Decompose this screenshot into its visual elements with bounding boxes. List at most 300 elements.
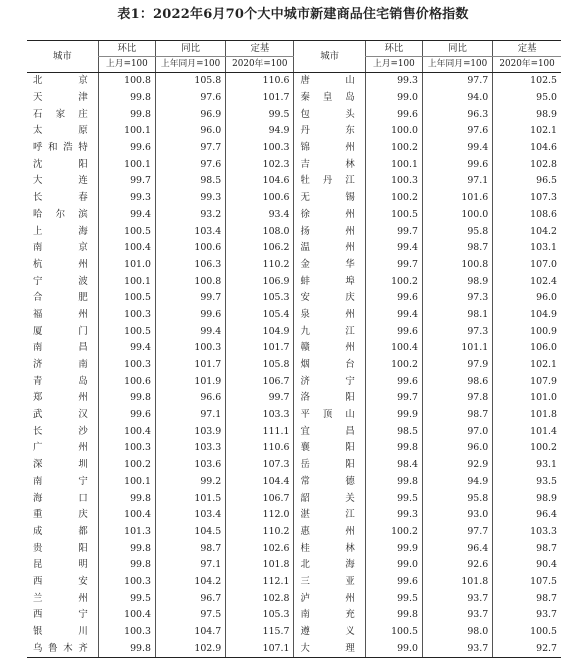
mom-left-cell: 100.2 bbox=[98, 457, 155, 474]
yoy-left-cell: 100.3 bbox=[155, 340, 225, 357]
mom-right-cell: 99.6 bbox=[365, 373, 422, 390]
base-right-cell: 93.1 bbox=[493, 457, 561, 474]
city-right-cell: 泸州 bbox=[294, 590, 365, 607]
city-right-cell: 牡丹江 bbox=[294, 173, 365, 190]
mom-left-cell: 100.5 bbox=[98, 223, 155, 240]
base-right-cell: 95.0 bbox=[493, 90, 561, 107]
mom-left-cell: 100.3 bbox=[98, 624, 155, 641]
table-title: 表1：2022年6月70个大中城市新建商品住宅销售价格指数 bbox=[117, 7, 469, 22]
yoy-right-cell: 100.0 bbox=[422, 207, 492, 224]
base-left-cell: 105.3 bbox=[226, 290, 294, 307]
table-row bbox=[27, 307, 561, 324]
city-left-cell: 呼和浩特 bbox=[33, 142, 88, 154]
yoy-right-cell: 100.8 bbox=[422, 257, 492, 274]
mom-left-cell: 99.8 bbox=[98, 540, 155, 557]
price-index-table bbox=[27, 40, 561, 658]
yoy-right-cell: 97.7 bbox=[422, 524, 492, 541]
city-header-right: 城市 bbox=[294, 41, 365, 73]
mom-right-cell: 100.0 bbox=[365, 123, 422, 140]
mom-right-cell: 99.4 bbox=[365, 240, 422, 257]
yoy-subheader-right: 上年同月=100 bbox=[422, 57, 492, 73]
city-left-cell: 南昌 bbox=[33, 342, 88, 354]
mom-right-cell: 98.5 bbox=[365, 423, 422, 440]
mom-right-cell: 99.6 bbox=[365, 290, 422, 307]
mom-right-cell: 99.8 bbox=[365, 440, 422, 457]
mom-left-cell: 99.8 bbox=[98, 106, 155, 123]
yoy-right-cell: 97.1 bbox=[422, 173, 492, 190]
yoy-right-cell: 98.1 bbox=[422, 307, 492, 324]
base-right-cell: 107.5 bbox=[493, 574, 561, 591]
base-left-cell: 100.3 bbox=[226, 140, 294, 157]
table-row bbox=[27, 474, 561, 491]
mom-right-cell: 99.3 bbox=[365, 507, 422, 524]
city-left-cell: 南京 bbox=[33, 242, 88, 254]
mom-left-cell: 99.8 bbox=[98, 90, 155, 107]
base-left-cell: 102.3 bbox=[226, 156, 294, 173]
yoy-left-cell: 96.0 bbox=[155, 123, 225, 140]
city-left-cell: 重庆 bbox=[33, 509, 88, 521]
mom-left-cell: 100.4 bbox=[98, 507, 155, 524]
base-left-cell: 101.7 bbox=[226, 90, 294, 107]
table-row bbox=[27, 273, 561, 290]
yoy-right-cell: 101.8 bbox=[422, 574, 492, 591]
city-left-cell: 上海 bbox=[33, 225, 88, 237]
table-row bbox=[27, 440, 561, 457]
mom-left-cell: 100.5 bbox=[98, 290, 155, 307]
table-row bbox=[27, 173, 561, 190]
yoy-right-cell: 96.0 bbox=[422, 440, 492, 457]
base-subheader-right: 2020年=100 bbox=[493, 57, 561, 73]
yoy-right-cell: 97.6 bbox=[422, 123, 492, 140]
yoy-right-cell: 98.7 bbox=[422, 240, 492, 257]
table-row bbox=[27, 90, 561, 107]
city-left-cell: 成都 bbox=[33, 525, 88, 537]
city-right-cell: 襄阳 bbox=[294, 440, 365, 457]
base-left-cell: 94.9 bbox=[226, 123, 294, 140]
table-header bbox=[27, 41, 561, 73]
yoy-left-cell: 104.5 bbox=[155, 524, 225, 541]
yoy-right-cell: 93.0 bbox=[422, 507, 492, 524]
city-left-cell: 宁波 bbox=[33, 275, 88, 287]
yoy-left-cell: 104.2 bbox=[155, 574, 225, 591]
yoy-left-cell: 99.4 bbox=[155, 323, 225, 340]
mom-left-cell: 99.6 bbox=[98, 140, 155, 157]
city-right-cell: 安庆 bbox=[294, 290, 365, 307]
yoy-right-cell: 95.8 bbox=[422, 223, 492, 240]
city-right-cell: 惠州 bbox=[294, 524, 365, 541]
mom-right-cell: 100.1 bbox=[365, 156, 422, 173]
base-subheader-left: 2020年=100 bbox=[226, 57, 294, 73]
mom-left-cell: 100.1 bbox=[98, 156, 155, 173]
base-header-right: 定基 bbox=[493, 41, 561, 57]
yoy-left-cell: 101.5 bbox=[155, 490, 225, 507]
city-right-cell: 桂林 bbox=[294, 540, 365, 557]
yoy-right-cell: 101.1 bbox=[422, 340, 492, 357]
yoy-left-cell: 100.6 bbox=[155, 240, 225, 257]
mom-left-cell: 100.6 bbox=[98, 373, 155, 390]
yoy-right-cell: 99.4 bbox=[422, 140, 492, 157]
base-right-cell: 102.4 bbox=[493, 273, 561, 290]
yoy-left-cell: 101.7 bbox=[155, 357, 225, 374]
mom-right-cell: 100.2 bbox=[365, 140, 422, 157]
base-right-cell: 93.5 bbox=[493, 474, 561, 491]
base-header-left: 定基 bbox=[226, 41, 294, 57]
yoy-right-cell: 98.6 bbox=[422, 373, 492, 390]
city-right-cell: 包头 bbox=[294, 106, 365, 123]
yoy-left-cell: 97.1 bbox=[155, 557, 225, 574]
city-left-cell: 哈尔滨 bbox=[33, 208, 88, 220]
yoy-right-cell: 93.7 bbox=[422, 590, 492, 607]
city-left-cell: 石家庄 bbox=[33, 108, 88, 120]
city-left-cell: 西宁 bbox=[33, 609, 88, 621]
base-right-cell: 103.1 bbox=[493, 240, 561, 257]
mom-right-cell: 99.6 bbox=[365, 323, 422, 340]
yoy-left-cell: 97.1 bbox=[155, 407, 225, 424]
city-left-cell: 郑州 bbox=[33, 392, 88, 404]
mom-right-cell: 99.5 bbox=[365, 490, 422, 507]
base-right-cell: 93.7 bbox=[493, 607, 561, 624]
base-right-cell: 100.2 bbox=[493, 440, 561, 457]
table-row bbox=[27, 373, 561, 390]
city-header-left: 城市 bbox=[27, 41, 98, 73]
city-left-cell: 北京 bbox=[33, 75, 88, 87]
yoy-right-cell: 97.0 bbox=[422, 423, 492, 440]
mom-left-cell: 99.8 bbox=[98, 490, 155, 507]
mom-right-cell: 100.2 bbox=[365, 273, 422, 290]
yoy-left-cell: 103.6 bbox=[155, 457, 225, 474]
city-right-cell: 九江 bbox=[294, 323, 365, 340]
base-right-cell: 102.8 bbox=[493, 156, 561, 173]
city-left-cell: 广州 bbox=[33, 442, 88, 454]
yoy-left-cell: 103.4 bbox=[155, 507, 225, 524]
mom-subheader-left: 上月=100 bbox=[98, 57, 155, 73]
mom-left-cell: 100.1 bbox=[98, 474, 155, 491]
city-left-cell: 南宁 bbox=[33, 475, 88, 487]
city-right-cell: 锦州 bbox=[294, 140, 365, 157]
base-right-cell: 96.4 bbox=[493, 507, 561, 524]
base-left-cell: 93.4 bbox=[226, 207, 294, 224]
city-right-cell: 韶关 bbox=[294, 490, 365, 507]
mom-left-cell: 99.3 bbox=[98, 190, 155, 207]
mom-left-cell: 101.0 bbox=[98, 257, 155, 274]
mom-right-cell: 99.7 bbox=[365, 257, 422, 274]
city-left-cell: 天津 bbox=[33, 92, 88, 104]
mom-right-cell: 99.6 bbox=[365, 574, 422, 591]
base-left-cell: 104.4 bbox=[226, 474, 294, 491]
city-right-cell: 南充 bbox=[294, 607, 365, 624]
base-right-cell: 90.4 bbox=[493, 557, 561, 574]
table-row bbox=[27, 223, 561, 240]
base-left-cell: 104.9 bbox=[226, 323, 294, 340]
city-left-cell: 西安 bbox=[33, 575, 88, 587]
base-right-cell: 103.3 bbox=[493, 524, 561, 541]
base-right-cell: 107.9 bbox=[493, 373, 561, 390]
mom-right-cell: 100.3 bbox=[365, 173, 422, 190]
base-left-cell: 101.7 bbox=[226, 340, 294, 357]
city-right-cell: 扬州 bbox=[294, 223, 365, 240]
table-row bbox=[27, 290, 561, 307]
base-left-cell: 112.0 bbox=[226, 507, 294, 524]
mom-left-cell: 100.8 bbox=[98, 73, 155, 90]
city-left-cell: 武汉 bbox=[33, 409, 88, 421]
yoy-right-cell: 101.6 bbox=[422, 190, 492, 207]
base-left-cell: 110.2 bbox=[226, 257, 294, 274]
city-left-cell: 贵阳 bbox=[33, 542, 88, 554]
table-row bbox=[27, 524, 561, 541]
base-left-cell: 106.9 bbox=[226, 273, 294, 290]
mom-right-cell: 99.8 bbox=[365, 474, 422, 491]
base-right-cell: 101.4 bbox=[493, 423, 561, 440]
mom-left-cell: 99.5 bbox=[98, 590, 155, 607]
yoy-header-left: 同比 bbox=[155, 41, 225, 57]
yoy-right-cell: 94.9 bbox=[422, 474, 492, 491]
yoy-left-cell: 99.3 bbox=[155, 190, 225, 207]
mom-header-left: 环比 bbox=[98, 41, 155, 57]
mom-left-cell: 100.1 bbox=[98, 123, 155, 140]
mom-left-cell: 99.8 bbox=[98, 390, 155, 407]
table-row bbox=[27, 640, 561, 657]
yoy-left-cell: 105.8 bbox=[155, 73, 225, 90]
yoy-right-cell: 97.3 bbox=[422, 290, 492, 307]
city-left-cell: 兰州 bbox=[33, 592, 88, 604]
base-left-cell: 100.6 bbox=[226, 190, 294, 207]
city-left-cell: 银川 bbox=[33, 626, 88, 638]
yoy-left-cell: 102.9 bbox=[155, 640, 225, 657]
base-right-cell: 101.0 bbox=[493, 390, 561, 407]
mom-left-cell: 99.6 bbox=[98, 407, 155, 424]
base-right-cell: 96.5 bbox=[493, 173, 561, 190]
yoy-right-cell: 96.4 bbox=[422, 540, 492, 557]
table-row bbox=[27, 340, 561, 357]
base-left-cell: 106.2 bbox=[226, 240, 294, 257]
mom-left-cell: 99.8 bbox=[98, 557, 155, 574]
table-row bbox=[27, 156, 561, 173]
base-right-cell: 102.5 bbox=[493, 73, 561, 90]
base-left-cell: 105.4 bbox=[226, 307, 294, 324]
table-row bbox=[27, 106, 561, 123]
base-right-cell: 98.9 bbox=[493, 490, 561, 507]
mom-right-cell: 99.9 bbox=[365, 540, 422, 557]
city-right-cell: 平顶山 bbox=[294, 407, 365, 424]
yoy-right-cell: 97.3 bbox=[422, 323, 492, 340]
city-left-cell: 厦门 bbox=[33, 325, 88, 337]
city-left-cell: 沈阳 bbox=[33, 158, 88, 170]
city-right-cell: 丹东 bbox=[294, 123, 365, 140]
city-right-cell: 宜昌 bbox=[294, 423, 365, 440]
city-right-cell: 岳阳 bbox=[294, 457, 365, 474]
base-left-cell: 115.7 bbox=[226, 624, 294, 641]
yoy-right-cell: 97.8 bbox=[422, 390, 492, 407]
mom-left-cell: 100.3 bbox=[98, 357, 155, 374]
base-right-cell: 100.5 bbox=[493, 624, 561, 641]
table-row bbox=[27, 490, 561, 507]
table-row bbox=[27, 457, 561, 474]
mom-right-cell: 99.4 bbox=[365, 307, 422, 324]
city-left-cell: 海口 bbox=[33, 492, 88, 504]
mom-right-cell: 98.4 bbox=[365, 457, 422, 474]
base-right-cell: 104.2 bbox=[493, 223, 561, 240]
base-left-cell: 111.1 bbox=[226, 423, 294, 440]
base-left-cell: 110.2 bbox=[226, 524, 294, 541]
table-row bbox=[27, 607, 561, 624]
base-left-cell: 108.0 bbox=[226, 223, 294, 240]
base-left-cell: 99.5 bbox=[226, 106, 294, 123]
yoy-right-cell: 97.7 bbox=[422, 73, 492, 90]
base-right-cell: 92.7 bbox=[493, 640, 561, 657]
base-right-cell: 100.9 bbox=[493, 323, 561, 340]
base-right-cell: 107.0 bbox=[493, 257, 561, 274]
city-right-cell: 泉州 bbox=[294, 307, 365, 324]
city-right-cell: 唐山 bbox=[294, 73, 365, 90]
table-row bbox=[27, 557, 561, 574]
yoy-right-cell: 98.9 bbox=[422, 273, 492, 290]
yoy-subheader-left: 上年同月=100 bbox=[155, 57, 225, 73]
mom-header-right: 环比 bbox=[365, 41, 422, 57]
mom-left-cell: 100.3 bbox=[98, 307, 155, 324]
city-right-cell: 遵义 bbox=[294, 624, 365, 641]
base-left-cell: 105.3 bbox=[226, 607, 294, 624]
table-row bbox=[27, 574, 561, 591]
mom-left-cell: 99.7 bbox=[98, 173, 155, 190]
mom-right-cell: 99.0 bbox=[365, 640, 422, 657]
mom-right-cell: 99.9 bbox=[365, 407, 422, 424]
base-right-cell: 106.0 bbox=[493, 340, 561, 357]
city-left-cell: 深圳 bbox=[33, 459, 88, 471]
city-right-cell: 温州 bbox=[294, 240, 365, 257]
city-right-cell: 无锡 bbox=[294, 190, 365, 207]
base-left-cell: 103.3 bbox=[226, 407, 294, 424]
mom-left-cell: 100.4 bbox=[98, 240, 155, 257]
table-row bbox=[27, 624, 561, 641]
city-right-cell: 徐州 bbox=[294, 207, 365, 224]
base-left-cell: 101.8 bbox=[226, 557, 294, 574]
base-right-cell: 98.9 bbox=[493, 106, 561, 123]
mom-left-cell: 99.4 bbox=[98, 340, 155, 357]
yoy-left-cell: 103.3 bbox=[155, 440, 225, 457]
table-row bbox=[27, 323, 561, 340]
table-row bbox=[27, 423, 561, 440]
table-body bbox=[27, 73, 561, 658]
base-left-cell: 104.6 bbox=[226, 173, 294, 190]
mom-right-cell: 99.5 bbox=[365, 590, 422, 607]
base-right-cell: 101.8 bbox=[493, 407, 561, 424]
yoy-right-cell: 98.0 bbox=[422, 624, 492, 641]
base-right-cell: 98.7 bbox=[493, 540, 561, 557]
yoy-right-cell: 97.9 bbox=[422, 357, 492, 374]
yoy-left-cell: 101.9 bbox=[155, 373, 225, 390]
base-left-cell: 110.6 bbox=[226, 73, 294, 90]
table-row bbox=[27, 540, 561, 557]
mom-left-cell: 100.3 bbox=[98, 440, 155, 457]
table-row bbox=[27, 123, 561, 140]
mom-left-cell: 100.4 bbox=[98, 423, 155, 440]
mom-right-cell: 100.2 bbox=[365, 357, 422, 374]
mom-right-cell: 100.4 bbox=[365, 340, 422, 357]
mom-right-cell: 99.3 bbox=[365, 73, 422, 90]
city-right-cell: 洛阳 bbox=[294, 390, 365, 407]
yoy-right-cell: 92.9 bbox=[422, 457, 492, 474]
city-left-cell: 乌鲁木齐 bbox=[27, 640, 98, 657]
table-row bbox=[27, 207, 561, 224]
mom-right-cell: 99.7 bbox=[365, 390, 422, 407]
mom-left-cell: 100.3 bbox=[98, 574, 155, 591]
base-right-cell: 102.1 bbox=[493, 357, 561, 374]
yoy-right-cell: 94.0 bbox=[422, 90, 492, 107]
base-left-cell: 105.8 bbox=[226, 357, 294, 374]
base-right-cell: 104.6 bbox=[493, 140, 561, 157]
base-right-cell: 96.0 bbox=[493, 290, 561, 307]
mom-right-cell: 99.7 bbox=[365, 223, 422, 240]
base-right-cell: 104.9 bbox=[493, 307, 561, 324]
yoy-left-cell: 99.2 bbox=[155, 474, 225, 491]
city-right-cell: 大理 bbox=[294, 640, 365, 657]
yoy-right-cell: 93.7 bbox=[422, 640, 492, 657]
table-row bbox=[27, 190, 561, 207]
mom-right-cell: 100.5 bbox=[365, 207, 422, 224]
mom-right-cell: 99.0 bbox=[365, 90, 422, 107]
mom-right-cell: 100.5 bbox=[365, 624, 422, 641]
yoy-left-cell: 96.7 bbox=[155, 590, 225, 607]
yoy-left-cell: 96.6 bbox=[155, 390, 225, 407]
base-left-cell: 106.7 bbox=[226, 373, 294, 390]
yoy-left-cell: 93.2 bbox=[155, 207, 225, 224]
mom-left-cell: 100.4 bbox=[98, 607, 155, 624]
city-right-cell: 济宁 bbox=[294, 373, 365, 390]
yoy-right-cell: 98.7 bbox=[422, 407, 492, 424]
yoy-left-cell: 99.7 bbox=[155, 290, 225, 307]
city-right-cell: 金华 bbox=[294, 257, 365, 274]
base-left-cell: 99.7 bbox=[226, 390, 294, 407]
city-left-cell: 杭州 bbox=[33, 258, 88, 270]
city-right-cell: 湛江 bbox=[294, 507, 365, 524]
city-right-cell: 烟台 bbox=[294, 357, 365, 374]
city-left-cell: 长沙 bbox=[33, 425, 88, 437]
mom-left-cell: 99.8 bbox=[98, 640, 155, 657]
base-left-cell: 106.7 bbox=[226, 490, 294, 507]
table-row bbox=[27, 257, 561, 274]
mom-right-cell: 100.2 bbox=[365, 190, 422, 207]
yoy-left-cell: 106.3 bbox=[155, 257, 225, 274]
table-row bbox=[27, 357, 561, 374]
city-right-cell: 三亚 bbox=[294, 574, 365, 591]
mom-right-cell: 99.8 bbox=[365, 607, 422, 624]
city-left-cell: 大连 bbox=[33, 175, 88, 187]
table-row bbox=[27, 390, 561, 407]
yoy-left-cell: 99.6 bbox=[155, 307, 225, 324]
base-right-cell: 102.1 bbox=[493, 123, 561, 140]
yoy-left-cell: 97.7 bbox=[155, 140, 225, 157]
base-right-cell: 98.7 bbox=[493, 590, 561, 607]
mom-right-cell: 100.2 bbox=[365, 524, 422, 541]
mom-left-cell: 99.4 bbox=[98, 207, 155, 224]
mom-subheader-right: 上月=100 bbox=[365, 57, 422, 73]
yoy-left-cell: 104.7 bbox=[155, 624, 225, 641]
city-left-cell: 济南 bbox=[33, 359, 88, 371]
table-row bbox=[27, 590, 561, 607]
mom-left-cell: 100.5 bbox=[98, 323, 155, 340]
city-left-cell: 青岛 bbox=[33, 375, 88, 387]
yoy-left-cell: 97.5 bbox=[155, 607, 225, 624]
mom-right-cell: 99.6 bbox=[365, 106, 422, 123]
city-right-cell: 赣州 bbox=[294, 340, 365, 357]
city-right-cell: 常德 bbox=[294, 474, 365, 491]
base-left-cell: 107.1 bbox=[226, 640, 294, 657]
yoy-right-cell: 93.7 bbox=[422, 607, 492, 624]
base-right-cell: 108.6 bbox=[493, 207, 561, 224]
yoy-right-cell: 96.3 bbox=[422, 106, 492, 123]
mom-right-cell: 99.0 bbox=[365, 557, 422, 574]
city-right-cell: 吉林 bbox=[294, 156, 365, 173]
